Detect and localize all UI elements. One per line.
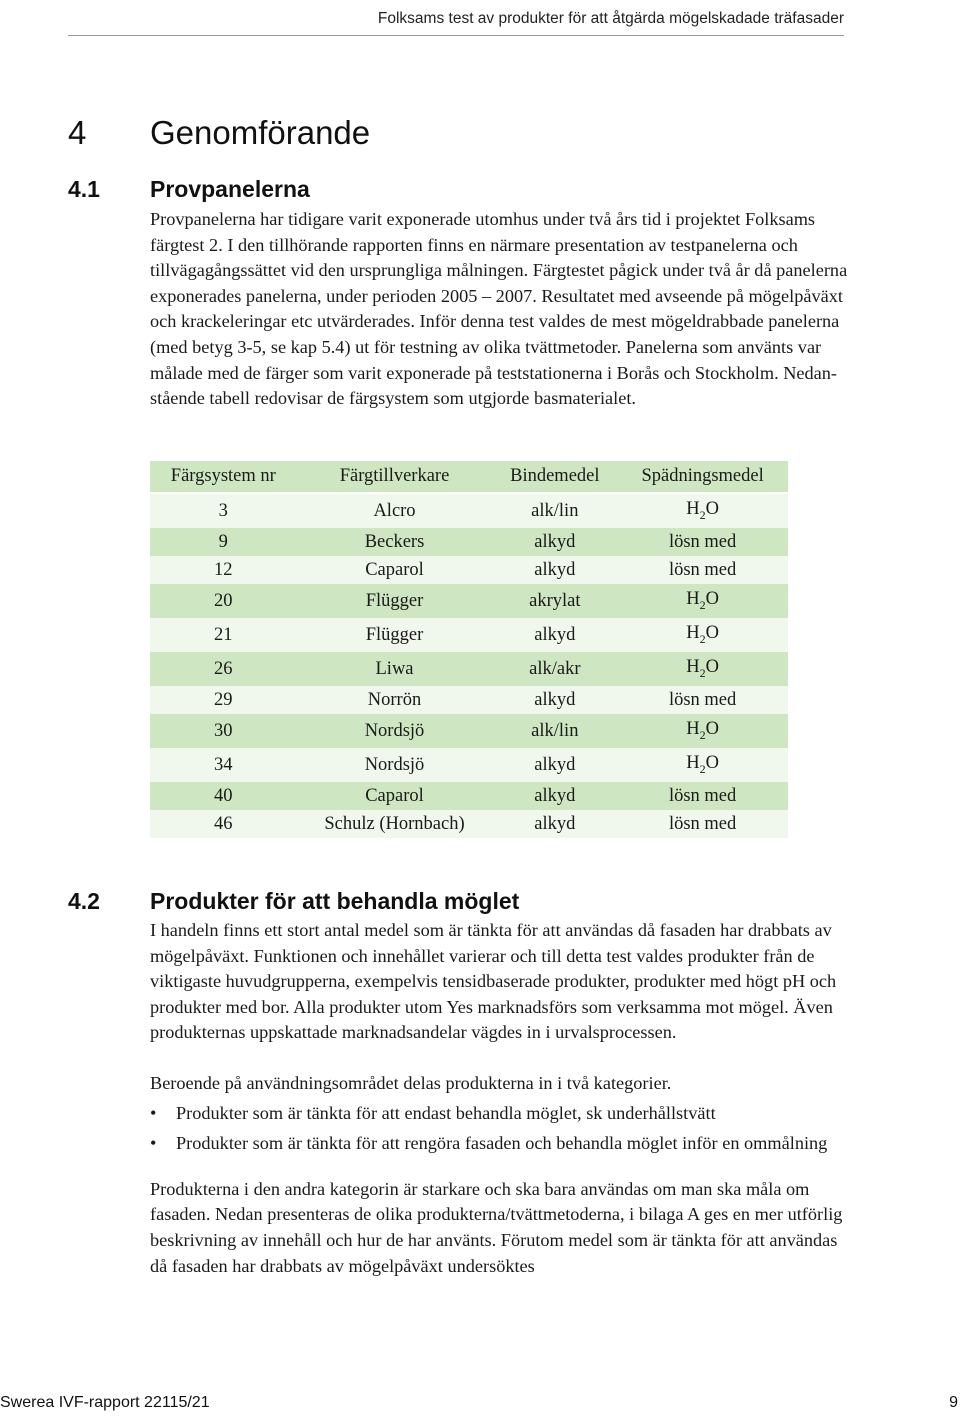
formula-element: H — [686, 753, 700, 773]
section-4-2-body — [150, 918, 850, 1279]
table-cell: 30 — [150, 714, 297, 748]
table-row — [150, 714, 788, 748]
formula-element: H — [686, 589, 700, 609]
list-item — [150, 1131, 850, 1157]
column-header: Spädningsmedel — [617, 461, 788, 493]
formula-element: O — [705, 499, 719, 519]
table-cell: lösn med — [617, 782, 788, 810]
table-cell: alkyd — [492, 686, 617, 714]
section-number: 4.1 — [68, 176, 100, 202]
table-cell: alkyd — [492, 556, 617, 584]
table-cell: 40 — [150, 782, 297, 810]
table-cell: Alcro — [297, 493, 493, 528]
paragraph: Provpanelerna har tidigare varit exponerade utomhus under två års tid i projektet Folksams färgtest 2. I den tillhörande rapporten finns en närmare presentation av testpanelerna och tillvägagångssättet vid den ursprungliga målningen. Färgtestet pågick under två år då panelerna exponerades panelerna, under perioden 2005 – 2007. Resultatet med avseende på mögelpåväxt och krackeleringar etc utvärderades. Inför denna test valdes de mest mögeldrabbade panelerna (med betyg 3-5, se kap 5.4) ut för testning av olika tvättmetoder. Panelerna som använts var målade med de färger som varit exponerade på teststationerna i Borås och Stockholm. Nedan-stående tabell redovisar de färgsystem som utgjorde basmaterialet. — [150, 209, 848, 409]
table-cell: alkyd — [492, 782, 617, 810]
table-cell: lösn med — [617, 810, 788, 838]
report-number: Swerea IVF-rapport 22115/21 — [0, 1394, 210, 1411]
formula-subscript: 2 — [699, 598, 706, 612]
table-cell: Nordsjö — [297, 714, 493, 748]
table-row — [150, 782, 788, 810]
table-row — [150, 528, 788, 556]
formula-subscript: 2 — [699, 632, 706, 646]
table-cell: alkyd — [492, 618, 617, 652]
table-cell: alkyd — [492, 528, 617, 556]
table-cell: 46 — [150, 810, 297, 838]
table-cell — [617, 493, 788, 528]
running-header — [68, 4, 844, 36]
formula-subscript: 2 — [699, 508, 706, 522]
table-cell: Nordsjö — [297, 748, 493, 782]
table-cell: lösn med — [617, 528, 788, 556]
formula-element: O — [705, 719, 719, 739]
section-title: Provpanelerna — [150, 176, 310, 202]
table-cell: alkyd — [492, 810, 617, 838]
table-cell: Flügger — [297, 618, 493, 652]
section-heading-4-1 — [68, 176, 310, 203]
paint-systems-table — [150, 461, 788, 838]
table-cell: 20 — [150, 584, 297, 618]
chapter-number: 4 — [68, 114, 87, 151]
table-row — [150, 652, 788, 686]
table-cell: 26 — [150, 652, 297, 686]
formula-element: O — [705, 623, 719, 643]
table-row — [150, 810, 788, 838]
table-cell — [617, 618, 788, 652]
table-cell: alk/lin — [492, 714, 617, 748]
table-cell: 12 — [150, 556, 297, 584]
table-row — [150, 493, 788, 528]
formula-element: H — [686, 719, 700, 739]
table-cell: alk/lin — [492, 493, 617, 528]
table-cell: Beckers — [297, 528, 493, 556]
table-cell: 34 — [150, 748, 297, 782]
formula-element: H — [686, 657, 700, 677]
table-cell — [617, 714, 788, 748]
table-cell — [617, 748, 788, 782]
formula-element: O — [705, 657, 719, 677]
formula-element: H — [686, 499, 700, 519]
table-row — [150, 748, 788, 782]
column-header: Färgtillverkare — [297, 461, 493, 493]
table-cell: lösn med — [617, 556, 788, 584]
formula-element: H — [686, 623, 700, 643]
formula-subscript: 2 — [699, 666, 706, 680]
formula-subscript: 2 — [699, 762, 706, 776]
table-cell: Flügger — [297, 584, 493, 618]
chapter-title: Genomförande — [150, 114, 371, 151]
section-heading-4-2 — [68, 888, 519, 915]
table-cell: lösn med — [617, 686, 788, 714]
table-cell: Liwa — [297, 652, 493, 686]
table-cell: 21 — [150, 618, 297, 652]
table-cell: Schulz (Hornbach) — [297, 810, 493, 838]
table-cell: Caparol — [297, 782, 493, 810]
page-footer — [0, 1386, 960, 1418]
list-item-text: Produkter som är tänkta för att endast behandla möglet, sk underhållstvätt — [176, 1102, 716, 1123]
section-number: 4.2 — [68, 888, 100, 914]
formula-element: O — [705, 589, 719, 609]
table-row — [150, 584, 788, 618]
table-cell: alkyd — [492, 748, 617, 782]
list-item-text: Produkter som är tänkta för att rengöra fasaden och behandla möglet inför en ommålning — [176, 1133, 828, 1154]
table-cell: 9 — [150, 528, 297, 556]
paragraph: Beroende på användningsområdet delas produkterna in i två kategorier. — [150, 1072, 672, 1093]
table-header-row — [150, 461, 788, 493]
chapter-heading — [68, 114, 370, 152]
list-item — [150, 1101, 850, 1127]
section-4-1-body — [150, 207, 850, 412]
table-cell: Norrön — [297, 686, 493, 714]
table-cell: 29 — [150, 686, 297, 714]
formula-subscript: 2 — [699, 728, 706, 742]
table-cell: Caparol — [297, 556, 493, 584]
table-row — [150, 618, 788, 652]
table-cell: akrylat — [492, 584, 617, 618]
paragraph: I handeln finns ett stort antal medel som är tänkta för att användas då fasaden har drabbats av mögelpåväxt. Funktionen och innehållet varierar och till detta test valdes produkter från de viktigaste huvudgrupperna, exempelvis tensidbaserade produkter, produkter med högt pH och produkter med bor. Alla produkter utom Yes marknadsförs som verksamma mot mögel. Även produkternas uppskattade marknadsandelar vägdes in i urvalsprocessen. — [150, 920, 837, 1043]
paragraph: Produkterna i den andra kategorin är starkare och ska bara användas om man ska måla om fasaden. Nedan presenteras de olika produkterna/tvättmetoderna, i bilaga A ges en mer utförlig beskrivning av innehåll och hur de har använts. Förutom medel som är tänkta för att användas då fasaden har drabbats av mögelpåväxt undersöktes — [150, 1178, 843, 1276]
bullet-icon: • — [150, 1102, 157, 1123]
formula-element: O — [705, 753, 719, 773]
column-header: Bindemedel — [492, 461, 617, 493]
page-number: 9 — [949, 1394, 958, 1411]
table-cell — [617, 652, 788, 686]
bullet-icon: • — [150, 1133, 157, 1154]
table-cell: alk/akr — [492, 652, 617, 686]
table-cell: 3 — [150, 493, 297, 528]
column-header: Färgsystem nr — [150, 461, 297, 493]
section-title: Produkter för att behandla möglet — [150, 888, 520, 914]
table-cell — [617, 584, 788, 618]
table-row — [150, 556, 788, 584]
table-row — [150, 686, 788, 714]
bullet-list — [150, 1101, 850, 1157]
running-title: Folksams test av produkter för att åtgärda mögelskadade träfasader — [377, 10, 844, 27]
